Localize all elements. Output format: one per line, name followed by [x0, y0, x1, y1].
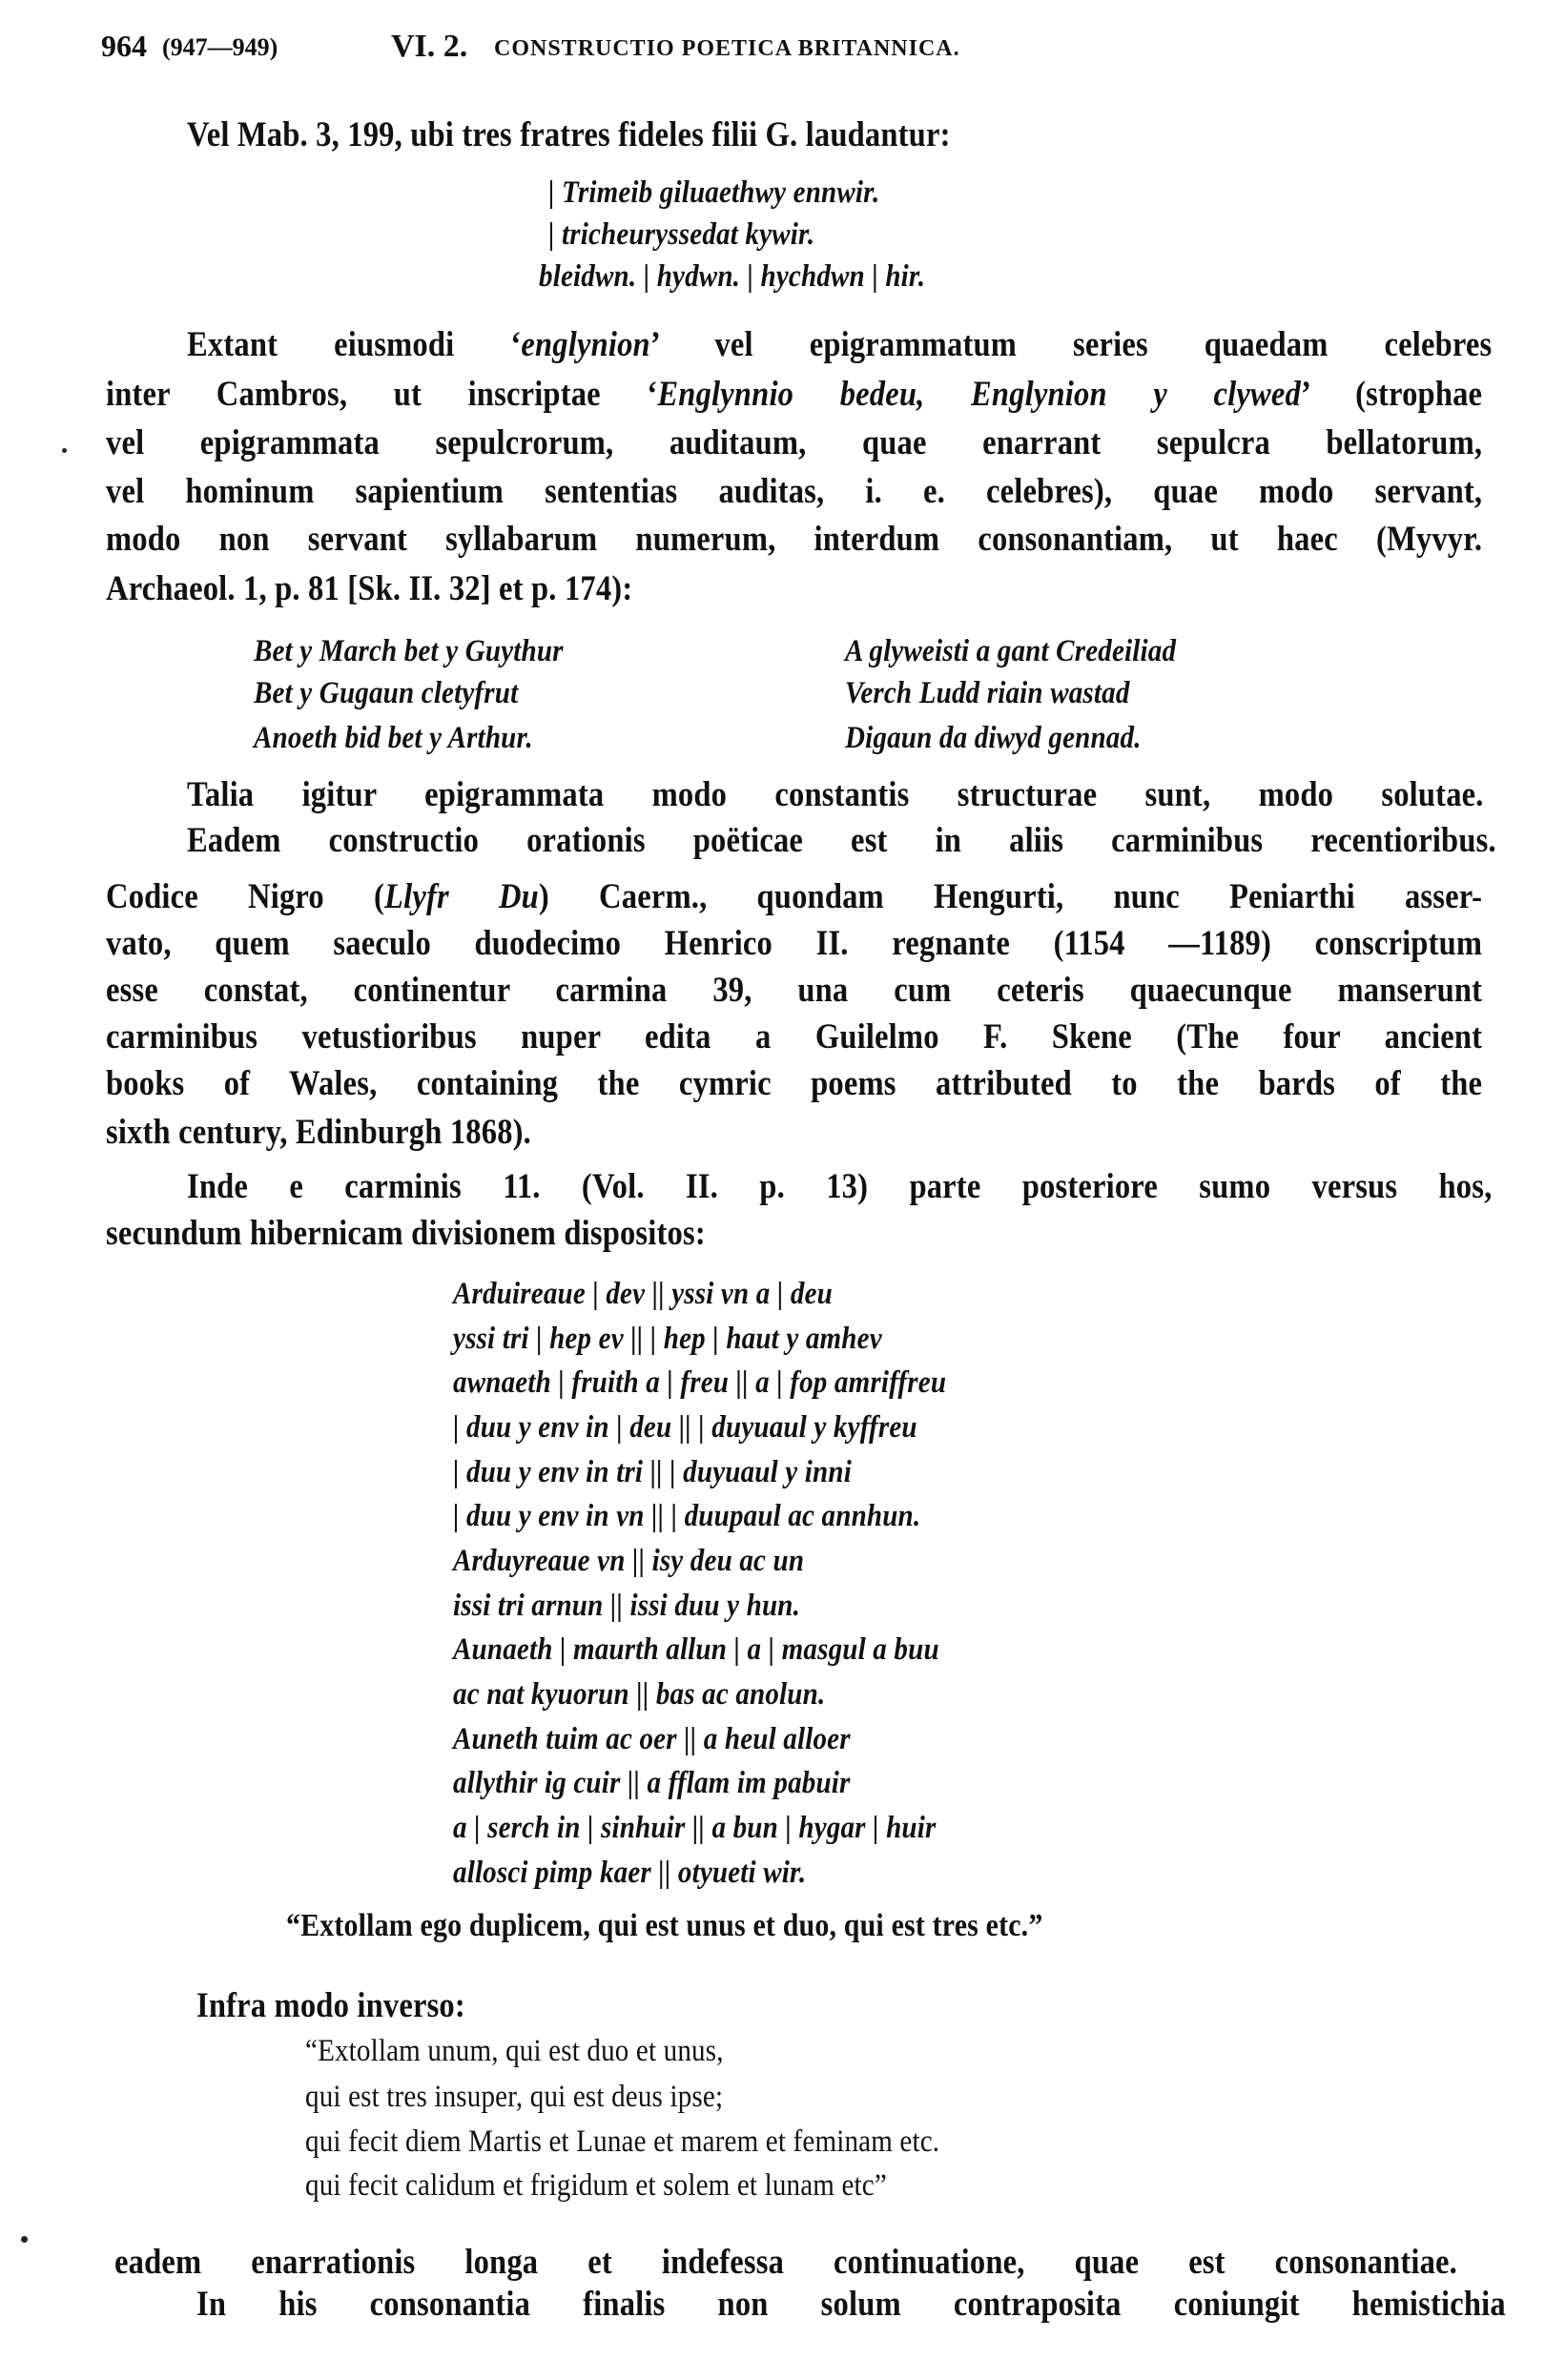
poem-line: Auneth tuim ac oer || a heul alloer	[453, 1722, 851, 1756]
page-number: 964	[101, 29, 147, 63]
verse-right: Digaun da diwyd gennad.	[845, 721, 1142, 755]
poem-line: Aunaeth | maurth allun | a | masgul a buu	[453, 1632, 939, 1667]
text-line: Eadem constructio orationis poëticae est in aliis carminibus recentioribus.	[187, 821, 1496, 860]
page-range: (947—949)	[162, 33, 278, 61]
quote-line: qui est tres insuper, qui est deus ipse;	[305, 2080, 724, 2114]
quote-line: qui fecit calidum et frigidum et solem et lunam etc”	[305, 2168, 887, 2203]
text-line: vato, quem saeculo duodecimo Henrico II. regnante (1154 —1189) conscriptum	[106, 924, 1483, 963]
text-line	[187, 324, 1492, 366]
translation-quote: “Extollam ego duplicem, qui est unus et duo, qui est tres etc.”	[286, 1908, 1043, 1943]
poem-line: issi tri arnun || issi duu y hun.	[453, 1589, 801, 1623]
poem-line: yssi tri | hep ev || | hep | haut y amhev	[453, 1322, 882, 1356]
text-line: eadem enarrationis longa et indefessa continuatione, quae est consonantiae.	[114, 2243, 1457, 2282]
verse-left: Anoeth bid bet y Arthur.	[254, 721, 533, 755]
text-line: secundum hibernicam divisionem dispositos:	[106, 1214, 706, 1253]
poem-line: allythir ig cuir || a fflam im pabuir	[453, 1766, 851, 1800]
italic-term: Llyfr Du	[384, 877, 539, 916]
poem-line: allosci pimp kaer || otyueti wir.	[453, 1856, 807, 1890]
poem-line: ac nat kyuorun || bas ac anolun.	[453, 1677, 826, 1712]
text-line	[106, 374, 1482, 416]
triad-line: | Trimeib giluaethwy ennwir.	[548, 175, 880, 210]
intro-line: Vel Mab. 3, 199, ubi tres fratres fideles filii G. laudantur:	[187, 115, 951, 154]
text-line: sixth century, Edinburgh 1868).	[106, 1113, 532, 1152]
verse-left: Bet y Gugaun cletyfrut	[254, 676, 519, 710]
text: ) Caerm., quondam Hengurti, nunc Peniarthi asser-	[538, 877, 1483, 916]
poem-line: | duu y env in vn || | duupaul ac annhun.	[453, 1499, 921, 1533]
verse-left: Bet y March bet y Guythur	[254, 634, 564, 668]
verse-right: A glyweisti a gant Credeiliad	[845, 634, 1177, 668]
text-line: Inde e carminis 11. (Vol. II. p. 13) parte posteriore sumo versus hos,	[187, 1167, 1493, 1206]
text-line: In his consonantia finalis non solum contraposita coniungit hemistichia	[196, 2285, 1506, 2324]
text-line: modo non servant syllabarum numerum, interdum consonantiam, ut haec (Myvyr.	[106, 520, 1483, 559]
text: inter Cambros, ut inscriptae ‘	[106, 375, 658, 414]
poem-line: | duu y env in | deu || | duyuaul y kyffreu	[453, 1410, 917, 1445]
text-line: carminibus vetustioribus nuper edita a Guilelmo F. Skene (The four ancient	[106, 1017, 1483, 1057]
text-line: Archaeol. 1, p. 81 [Sk. II. 32] et p. 174):	[106, 569, 633, 608]
triad-line: bleidwn. | hydwn. | hychdwn | hir.	[539, 259, 926, 294]
text-line	[106, 876, 1482, 918]
italic-term: Englynnio bedeu, Englynion y clywed	[657, 375, 1301, 414]
poem-line: Arduyreaue vn || isy deu ac un	[453, 1544, 805, 1578]
infra-line: Infra modo inverso:	[196, 1986, 465, 2025]
text-line: vel epigrammata sepulcrorum, auditaum, quae enarrant sepulcra bellatorum,	[106, 423, 1483, 462]
section-number: VI. 2.	[391, 29, 468, 64]
verse-right: Verch Ludd riain wastad	[845, 676, 1130, 710]
poem-line: awnaeth | fruith a | freu || a | fop amriffreu	[453, 1365, 947, 1400]
scan-speck	[62, 448, 67, 453]
text-line: books of Wales, containing the cymric poems attributed to the bards of the	[106, 1064, 1483, 1103]
quote-line: qui fecit diem Martis et Lunae et marem et feminam etc.	[305, 2124, 940, 2159]
text: ’ (strophae	[1300, 375, 1483, 414]
text: Extant eiusmodi ‘	[187, 325, 522, 364]
italic-term: englynion	[521, 325, 650, 364]
text-line: esse constat, continentur carmina 39, una cum ceteris quaecunque manserunt	[106, 971, 1483, 1010]
text: ’ vel epigrammatum series quaedam celebres	[649, 325, 1493, 364]
triad-line: | tricheuryssedat kywir.	[548, 217, 815, 252]
poem-line: Arduireaue | dev || yssi vn a | deu	[453, 1277, 833, 1311]
poem-line: a | serch in | sinhuir || a bun | hygar | huir	[453, 1811, 937, 1845]
text-line: vel hominum sapientium sententias auditas, i. e. celebres), quae modo servant,	[106, 472, 1483, 511]
text: Codice Nigro (	[106, 877, 385, 916]
running-title: CONSTRUCTIO POETICA BRITANNICA.	[494, 36, 960, 61]
poem-line: | duu y env in tri || | duyuaul y inni	[453, 1455, 852, 1489]
scan-speck	[21, 2236, 28, 2243]
quote-line: “Extollam unum, qui est duo et unus,	[305, 2034, 724, 2068]
text-line: Talia igitur epigrammata modo constantis structurae sunt, modo solutae.	[187, 775, 1484, 814]
